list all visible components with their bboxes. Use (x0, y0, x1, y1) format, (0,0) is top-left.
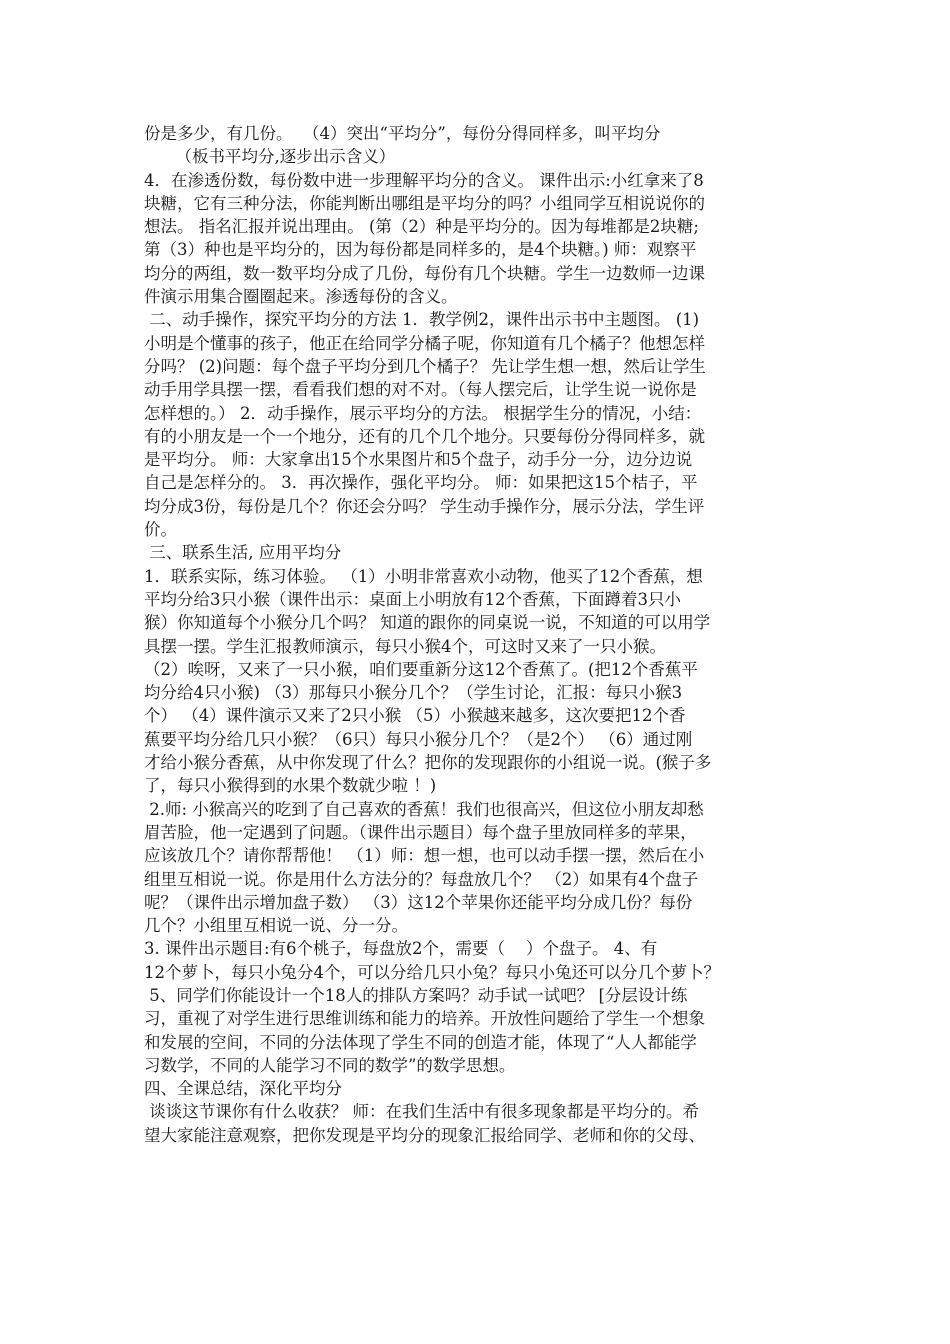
text-line: 1．联系实际，练习体验。 （1）小明非常喜欢小动物，他买了12个香蕉，想 (144, 566, 703, 586)
text-line: 均分给4只小猴) （3）那每只小猴分几个？（学生讨论，汇报：每只小猴3 (144, 683, 683, 703)
text-line: 和发展的空间，不同的分法体现了学生不同的创造才能，体现了“人人都能学 (144, 1032, 697, 1052)
section-heading: 三、联系生活, 应用平均分 (144, 543, 342, 563)
section-heading: 四、全课总结，深化平均分 (144, 1079, 342, 1099)
text-line: 蕉要平均分给几只小猴？（6只）每只小猴分几个？（是2个） （6）通过刚 (144, 729, 693, 749)
text-line: 有的小朋友是一个一个地分，还有的几个几个地分。只要每份分得同样多，就 (144, 426, 705, 446)
text-line: 5、同学们你能设计一个18人的排队方案吗？动手试一试吧？ [分层设计练 (144, 985, 688, 1005)
text-line: 猴）你知道每个小猴分几个吗？ 知道的跟你的同桌说一说，不知道的可以用学 (144, 613, 711, 633)
text-line: 小明是个懂事的孩子，他正在给同学分橘子呢，你知道有几个橘子？他想怎样 (144, 333, 705, 353)
section-heading: 二、动手操作，探究平均分的方法 1．教学例2，课件出示书中主题图。 (1) (144, 310, 700, 330)
text-line: 平均分给3只小猴（课件出示：桌面上小明放有12个香蕉，下面蹲着3只小 (144, 589, 681, 609)
text-line: 2.师: 小猴高兴的吃到了自己喜欢的香蕉！我们也很高兴，但这位小朋友却愁 (144, 799, 704, 819)
text-line: 望大家能注意观察，把你发现是平均分的现象汇报给同学、老师和你的父母、 (144, 1125, 705, 1145)
text-line: 分吗？ (2)问题：每个盘子平均分到几个橘子？ 先让学生想一想，然后让学生 (144, 356, 706, 376)
text-line: 3. 课件出示题目:有6个桃子，每盘放2个，需要（ ）个盘子。 4、有 (144, 939, 658, 959)
text-line: 份是多少，有几份。 （4）突出“平均分”，每份分得同样多，叫平均分 (144, 124, 661, 143)
text-line: 均分的两组，数一数平均分成了几份，每份有几个块糖。学生一边数师一边课 (144, 263, 705, 283)
text-line: 价。 (144, 520, 177, 540)
text-line: 自己是怎样分的。 3．再次操作，强化平均分。 师：如果把这15个桔子，平 (144, 473, 698, 493)
text-line: 第（3）种也是平均分的，因为每份都是同样多的，是4个块糖。) 师：观察平 (144, 240, 697, 260)
text-line: 几个？小组里互相说一说、分一分。 (144, 916, 408, 936)
text-line: 个） （4）课件演示又来了2只小猴 （5）小猴越来越多，这次要把12个香 (144, 706, 686, 726)
text-line: 件演示用集合圈圈起来。渗透每份的含义。 (144, 287, 458, 307)
text-line: 12个萝卜，每只小兔分4个，可以分给几只小兔？每只小兔还可以分几个萝卜？ (144, 962, 720, 982)
text-line: （2）唉呀，又来了一只小猴，咱们要重新分这12个香蕉了。(把12个香蕉平 (144, 659, 698, 679)
text-line: 了，每只小猴得到的水果个数就少啦 ！) (144, 776, 437, 796)
document-body (144, 122, 824, 1147)
text-line: 才给小猴分香蕉，从中你发现了什么？把你的发现跟你的小组说一说。(猴子多 (144, 753, 712, 773)
text-line: 动手用学具摆一摆，看看我们想的对不对。（每人摆完后，让学生说一说你是 (144, 380, 697, 400)
text-line: 习，重视了对学生进行思维训练和能力的培养。开放性问题给了学生一个想象 (144, 1009, 705, 1029)
text-line: 具摆一摆。学生汇报教师演示，每只小猴4个，可这时又来了一只小猴。 (144, 636, 666, 656)
text-line: 块糖，它有三种分法，你能判断出哪组是平均分的吗？小组同学互相说说你的 (144, 193, 705, 213)
text-line: 应该放几个？请你帮帮他！ （1）师：想一想，也可以动手摆一摆，然后在小 (144, 846, 705, 866)
text-line: 4．在渗透份数，每份数中进一步理解平均分的含义。 课件出示:小红拿来了8 (144, 170, 704, 190)
text-line: 眉苦脸，他一定遇到了问题。（课件出示题目）每个盘子里放同样多的苹果， (144, 822, 697, 842)
text-line: 习数学，不同的人能学习不同的数学”的数学思想。 (144, 1055, 516, 1075)
text-line: 想法。 指名汇报并说出理由。 (第（2）种是平均分的。因为每堆都是2块糖; (144, 217, 699, 237)
text-line: 怎样想的。） 2．动手操作，展示平均分的方法。 根据学生分的情况，小结： (144, 403, 702, 423)
text-line: 呢？（课件出示增加盘子数） （3）这12个苹果你还能平均分成几份？每份 (144, 892, 693, 912)
text-line: （板书平均分,逐步出示含义） (144, 147, 396, 167)
text-line: 是平均分。 师：大家拿出15个水果图片和5个盘子，动手分一分，边分边说 (144, 450, 693, 470)
text-line: 均分成3份，每份是几个？你还会分吗？ 学生动手操作分，展示分法，学生评 (144, 496, 705, 516)
text-line: 谈谈这节课你有什么收获？ 师：在我们生活中有很多现象都是平均分的。希 (144, 1102, 699, 1122)
text-line: 组里互相说一说。你是用什么方法分的？每盘放几个？ （2）如果有4个盘子 (144, 869, 699, 889)
